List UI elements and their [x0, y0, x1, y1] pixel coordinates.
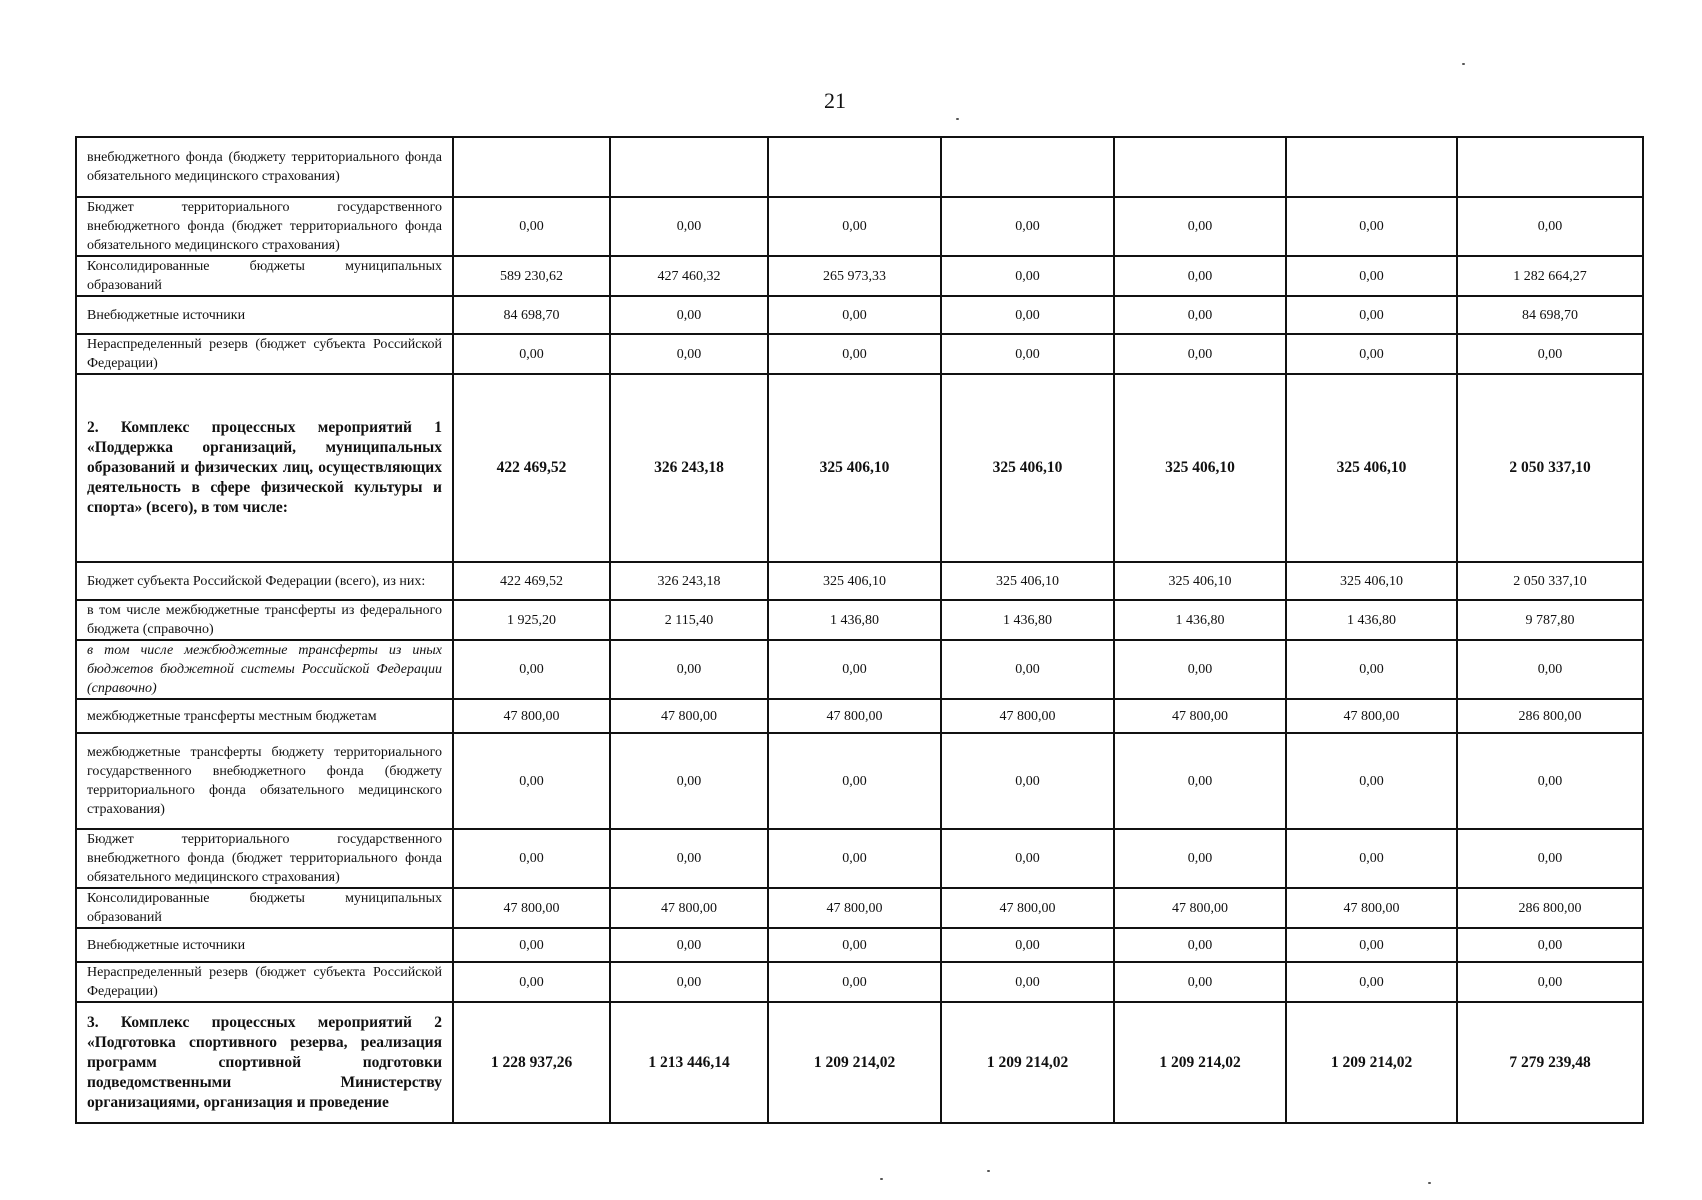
table-row [76, 699, 1643, 733]
scan-speck [880, 1178, 883, 1180]
value-cell: 0,00 [1286, 256, 1457, 296]
value-cell: 0,00 [1286, 296, 1457, 334]
value-cell: 0,00 [610, 733, 768, 829]
table-row [76, 829, 1643, 888]
table-row [76, 374, 1643, 562]
value-cell: 0,00 [1114, 197, 1286, 256]
row-label: Консолидированные бюджеты муниципальных образований [76, 888, 453, 928]
value-cell: 286 800,00 [1457, 888, 1643, 928]
value-cell: 0,00 [453, 640, 610, 699]
value-cell: 0,00 [1114, 256, 1286, 296]
value-cell: 0,00 [768, 962, 941, 1002]
row-label: Консолидированные бюджеты муниципальных образований [76, 256, 453, 296]
table-row [76, 962, 1643, 1002]
value-cell [1114, 137, 1286, 197]
value-cell: 0,00 [768, 334, 941, 374]
value-cell: 0,00 [768, 829, 941, 888]
value-cell: 0,00 [610, 296, 768, 334]
value-cell: 2 050 337,10 [1457, 562, 1643, 600]
value-cell: 0,00 [1457, 334, 1643, 374]
table-row [76, 1002, 1643, 1123]
value-cell: 0,00 [768, 733, 941, 829]
row-label: Нераспределенный резерв (бюджет субъекта Российской Федерации) [76, 962, 453, 1002]
value-cell: 0,00 [610, 197, 768, 256]
value-cell: 0,00 [768, 197, 941, 256]
value-cell: 0,00 [941, 829, 1114, 888]
value-cell: 2 115,40 [610, 600, 768, 640]
value-cell: 0,00 [453, 334, 610, 374]
row-label: Бюджет территориального государственного внебюджетного фонда (бюджет территориального фонда обязательного медицинского страхования) [76, 197, 453, 256]
value-cell [941, 137, 1114, 197]
table-row [76, 888, 1643, 928]
value-cell: 325 406,10 [768, 562, 941, 600]
value-cell: 47 800,00 [610, 888, 768, 928]
budget-table [75, 136, 1644, 1124]
value-cell: 1 209 214,02 [1286, 1002, 1457, 1123]
value-cell: 0,00 [1457, 733, 1643, 829]
value-cell: 0,00 [768, 928, 941, 962]
value-cell: 47 800,00 [1286, 699, 1457, 733]
value-cell: 326 243,18 [610, 562, 768, 600]
value-cell: 0,00 [1457, 962, 1643, 1002]
value-cell: 0,00 [941, 296, 1114, 334]
value-cell: 84 698,70 [1457, 296, 1643, 334]
table-row [76, 733, 1643, 829]
table-row [76, 334, 1643, 374]
table-row [76, 562, 1643, 600]
value-cell: 0,00 [1457, 640, 1643, 699]
value-cell: 0,00 [610, 962, 768, 1002]
value-cell: 1 436,80 [768, 600, 941, 640]
value-cell: 0,00 [941, 928, 1114, 962]
value-cell: 0,00 [453, 829, 610, 888]
value-cell: 0,00 [941, 197, 1114, 256]
value-cell: 0,00 [453, 928, 610, 962]
value-cell: 0,00 [610, 928, 768, 962]
table-row [76, 137, 1643, 197]
value-cell: 0,00 [1114, 640, 1286, 699]
value-cell: 325 406,10 [941, 374, 1114, 562]
value-cell: 47 800,00 [610, 699, 768, 733]
value-cell: 47 800,00 [453, 699, 610, 733]
value-cell [453, 137, 610, 197]
value-cell: 1 209 214,02 [768, 1002, 941, 1123]
value-cell: 47 800,00 [1286, 888, 1457, 928]
value-cell [768, 137, 941, 197]
value-cell: 47 800,00 [768, 699, 941, 733]
value-cell: 47 800,00 [768, 888, 941, 928]
value-cell: 9 787,80 [1457, 600, 1643, 640]
row-label: 3. Комплекс процессных мероприятий 2 «Подготовка спортивного резерва, реализация программ спортивной подготовки подведомственными Министерству организациями, организация и проведение [76, 1002, 453, 1123]
value-cell: 325 406,10 [1286, 374, 1457, 562]
value-cell: 325 406,10 [1286, 562, 1457, 600]
value-cell: 589 230,62 [453, 256, 610, 296]
value-cell: 325 406,10 [1114, 374, 1286, 562]
value-cell: 0,00 [1114, 962, 1286, 1002]
value-cell: 0,00 [941, 256, 1114, 296]
value-cell: 422 469,52 [453, 562, 610, 600]
value-cell: 0,00 [1457, 197, 1643, 256]
value-cell: 0,00 [1114, 296, 1286, 334]
row-label: Нераспределенный резерв (бюджет субъекта Российской Федерации) [76, 334, 453, 374]
value-cell: 1 436,80 [1114, 600, 1286, 640]
value-cell: 47 800,00 [1114, 888, 1286, 928]
value-cell: 325 406,10 [1114, 562, 1286, 600]
value-cell: 325 406,10 [941, 562, 1114, 600]
value-cell: 0,00 [1286, 640, 1457, 699]
value-cell: 1 209 214,02 [1114, 1002, 1286, 1123]
row-label: 2. Комплекс процессных мероприятий 1 «Поддержка организаций, муниципальных образований и физических лиц, осуществляющих деятельность в сфере физической культуры и спорта» (всего), в том числе: [76, 374, 453, 562]
value-cell: 7 279 239,48 [1457, 1002, 1643, 1123]
value-cell: 0,00 [768, 640, 941, 699]
value-cell: 325 406,10 [768, 374, 941, 562]
row-label: Бюджет субъекта Российской Федерации (всего), из них: [76, 562, 453, 600]
value-cell: 47 800,00 [941, 699, 1114, 733]
value-cell: 1 213 446,14 [610, 1002, 768, 1123]
value-cell: 1 925,20 [453, 600, 610, 640]
value-cell: 84 698,70 [453, 296, 610, 334]
value-cell [1457, 137, 1643, 197]
value-cell: 1 282 664,27 [1457, 256, 1643, 296]
row-label: межбюджетные трансферты местным бюджетам [76, 699, 453, 733]
value-cell: 0,00 [610, 640, 768, 699]
value-cell: 0,00 [1114, 928, 1286, 962]
value-cell: 0,00 [1286, 962, 1457, 1002]
value-cell: 0,00 [1286, 197, 1457, 256]
row-label: межбюджетные трансферты бюджету территориального государственного внебюджетного фонда (бюджету территориального фонда обязательного медицинского страхования) [76, 733, 453, 829]
value-cell: 0,00 [1114, 733, 1286, 829]
value-cell: 0,00 [1286, 928, 1457, 962]
row-label: Внебюджетные источники [76, 928, 453, 962]
value-cell: 0,00 [941, 733, 1114, 829]
value-cell: 0,00 [1114, 829, 1286, 888]
value-cell [610, 137, 768, 197]
value-cell: 0,00 [941, 640, 1114, 699]
value-cell [1286, 137, 1457, 197]
value-cell: 0,00 [610, 334, 768, 374]
value-cell: 0,00 [453, 962, 610, 1002]
value-cell: 0,00 [1457, 928, 1643, 962]
page-number: 21 [824, 88, 846, 113]
value-cell: 47 800,00 [453, 888, 610, 928]
row-label: в том числе межбюджетные трансферты из федерального бюджета (справочно) [76, 600, 453, 640]
value-cell: 0,00 [1457, 829, 1643, 888]
table-row [76, 197, 1643, 256]
value-cell: 0,00 [941, 334, 1114, 374]
value-cell: 0,00 [610, 829, 768, 888]
value-cell: 1 436,80 [941, 600, 1114, 640]
value-cell: 326 243,18 [610, 374, 768, 562]
row-label: Бюджет территориального государственного внебюджетного фонда (бюджет территориального фонда обязательного медицинского страхования) [76, 829, 453, 888]
row-label: Внебюджетные источники [76, 296, 453, 334]
value-cell: 2 050 337,10 [1457, 374, 1643, 562]
value-cell: 1 209 214,02 [941, 1002, 1114, 1123]
table-row [76, 296, 1643, 334]
value-cell: 47 800,00 [1114, 699, 1286, 733]
value-cell: 286 800,00 [1457, 699, 1643, 733]
value-cell: 0,00 [768, 296, 941, 334]
scan-speck [987, 1170, 990, 1172]
budget-table-body [76, 137, 1643, 1123]
value-cell: 1 228 937,26 [453, 1002, 610, 1123]
value-cell: 47 800,00 [941, 888, 1114, 928]
table-row [76, 928, 1643, 962]
table-row [76, 600, 1643, 640]
value-cell: 0,00 [1286, 733, 1457, 829]
value-cell: 0,00 [453, 197, 610, 256]
value-cell: 265 973,33 [768, 256, 941, 296]
value-cell: 1 436,80 [1286, 600, 1457, 640]
scan-speck [956, 118, 959, 120]
scan-speck [1428, 1182, 1431, 1184]
value-cell: 427 460,32 [610, 256, 768, 296]
scan-speck [1462, 63, 1465, 65]
value-cell: 0,00 [1114, 334, 1286, 374]
value-cell: 0,00 [941, 962, 1114, 1002]
row-label: в том числе межбюджетные трансферты из иных бюджетов бюджетной системы Российской Федерации (справочно) [76, 640, 453, 699]
table-row [76, 256, 1643, 296]
value-cell: 0,00 [1286, 334, 1457, 374]
row-label: внебюджетного фонда (бюджету территориального фонда обязательного медицинского страхования) [76, 137, 453, 197]
value-cell: 0,00 [453, 733, 610, 829]
value-cell: 0,00 [1286, 829, 1457, 888]
table-row [76, 640, 1643, 699]
value-cell: 422 469,52 [453, 374, 610, 562]
